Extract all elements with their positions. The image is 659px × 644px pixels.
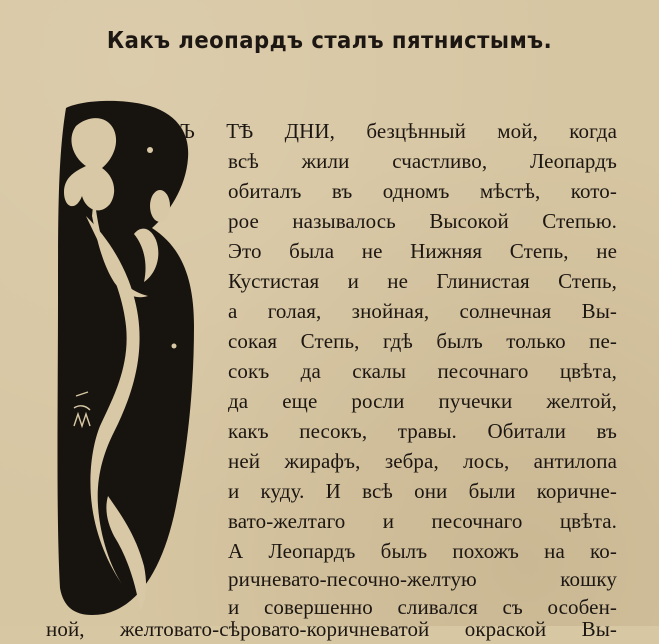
text-line: сокая Степь, гдѣ былъ только пе- [228,329,617,353]
page-title: Какъ леопардъ сталъ пятнистымъ. [106,28,553,54]
text-line: А Леопардъ былъ похожъ на ко- [228,539,617,563]
text-line: а голая, знойная, солнечная Вы- [228,299,617,323]
text-line: ней жирафъ, зебра, лось, антилопа [228,449,617,473]
text-line: какъ песокъ, травы. Обитали въ [228,419,617,443]
text-line: Кустистая и не Глинистая Степь, [228,269,617,293]
text-line: вато-желтаго и песочнаго цвѣта. [228,509,617,533]
text-line: и куду. И всѣ они были коричне- [228,479,617,503]
text-line: и совершенно сливался съ особен- [228,595,617,619]
text-line: ной, желтовато-сѣровато-коричневатой окраской Вы- [46,617,617,641]
text-line: Ъ ТѢ ДНИ, безцѣнный мой, когда [180,119,617,143]
text-line: рое называлось Высокой Степью. [228,209,617,233]
text-line: всѣ жили счастливо, Леопардъ [228,149,617,173]
text-line: сокъ да скалы песочнаго цвѣта, [228,359,617,383]
text-line: да еще росли пучечки желтой, [228,389,617,413]
text-line: ричневато-песочно-желтую кошку [228,567,617,591]
text-line: обиталъ въ одномъ мѣстѣ, кото- [228,179,617,203]
text-line: Это была не Нижняя Степь, не [228,239,617,263]
